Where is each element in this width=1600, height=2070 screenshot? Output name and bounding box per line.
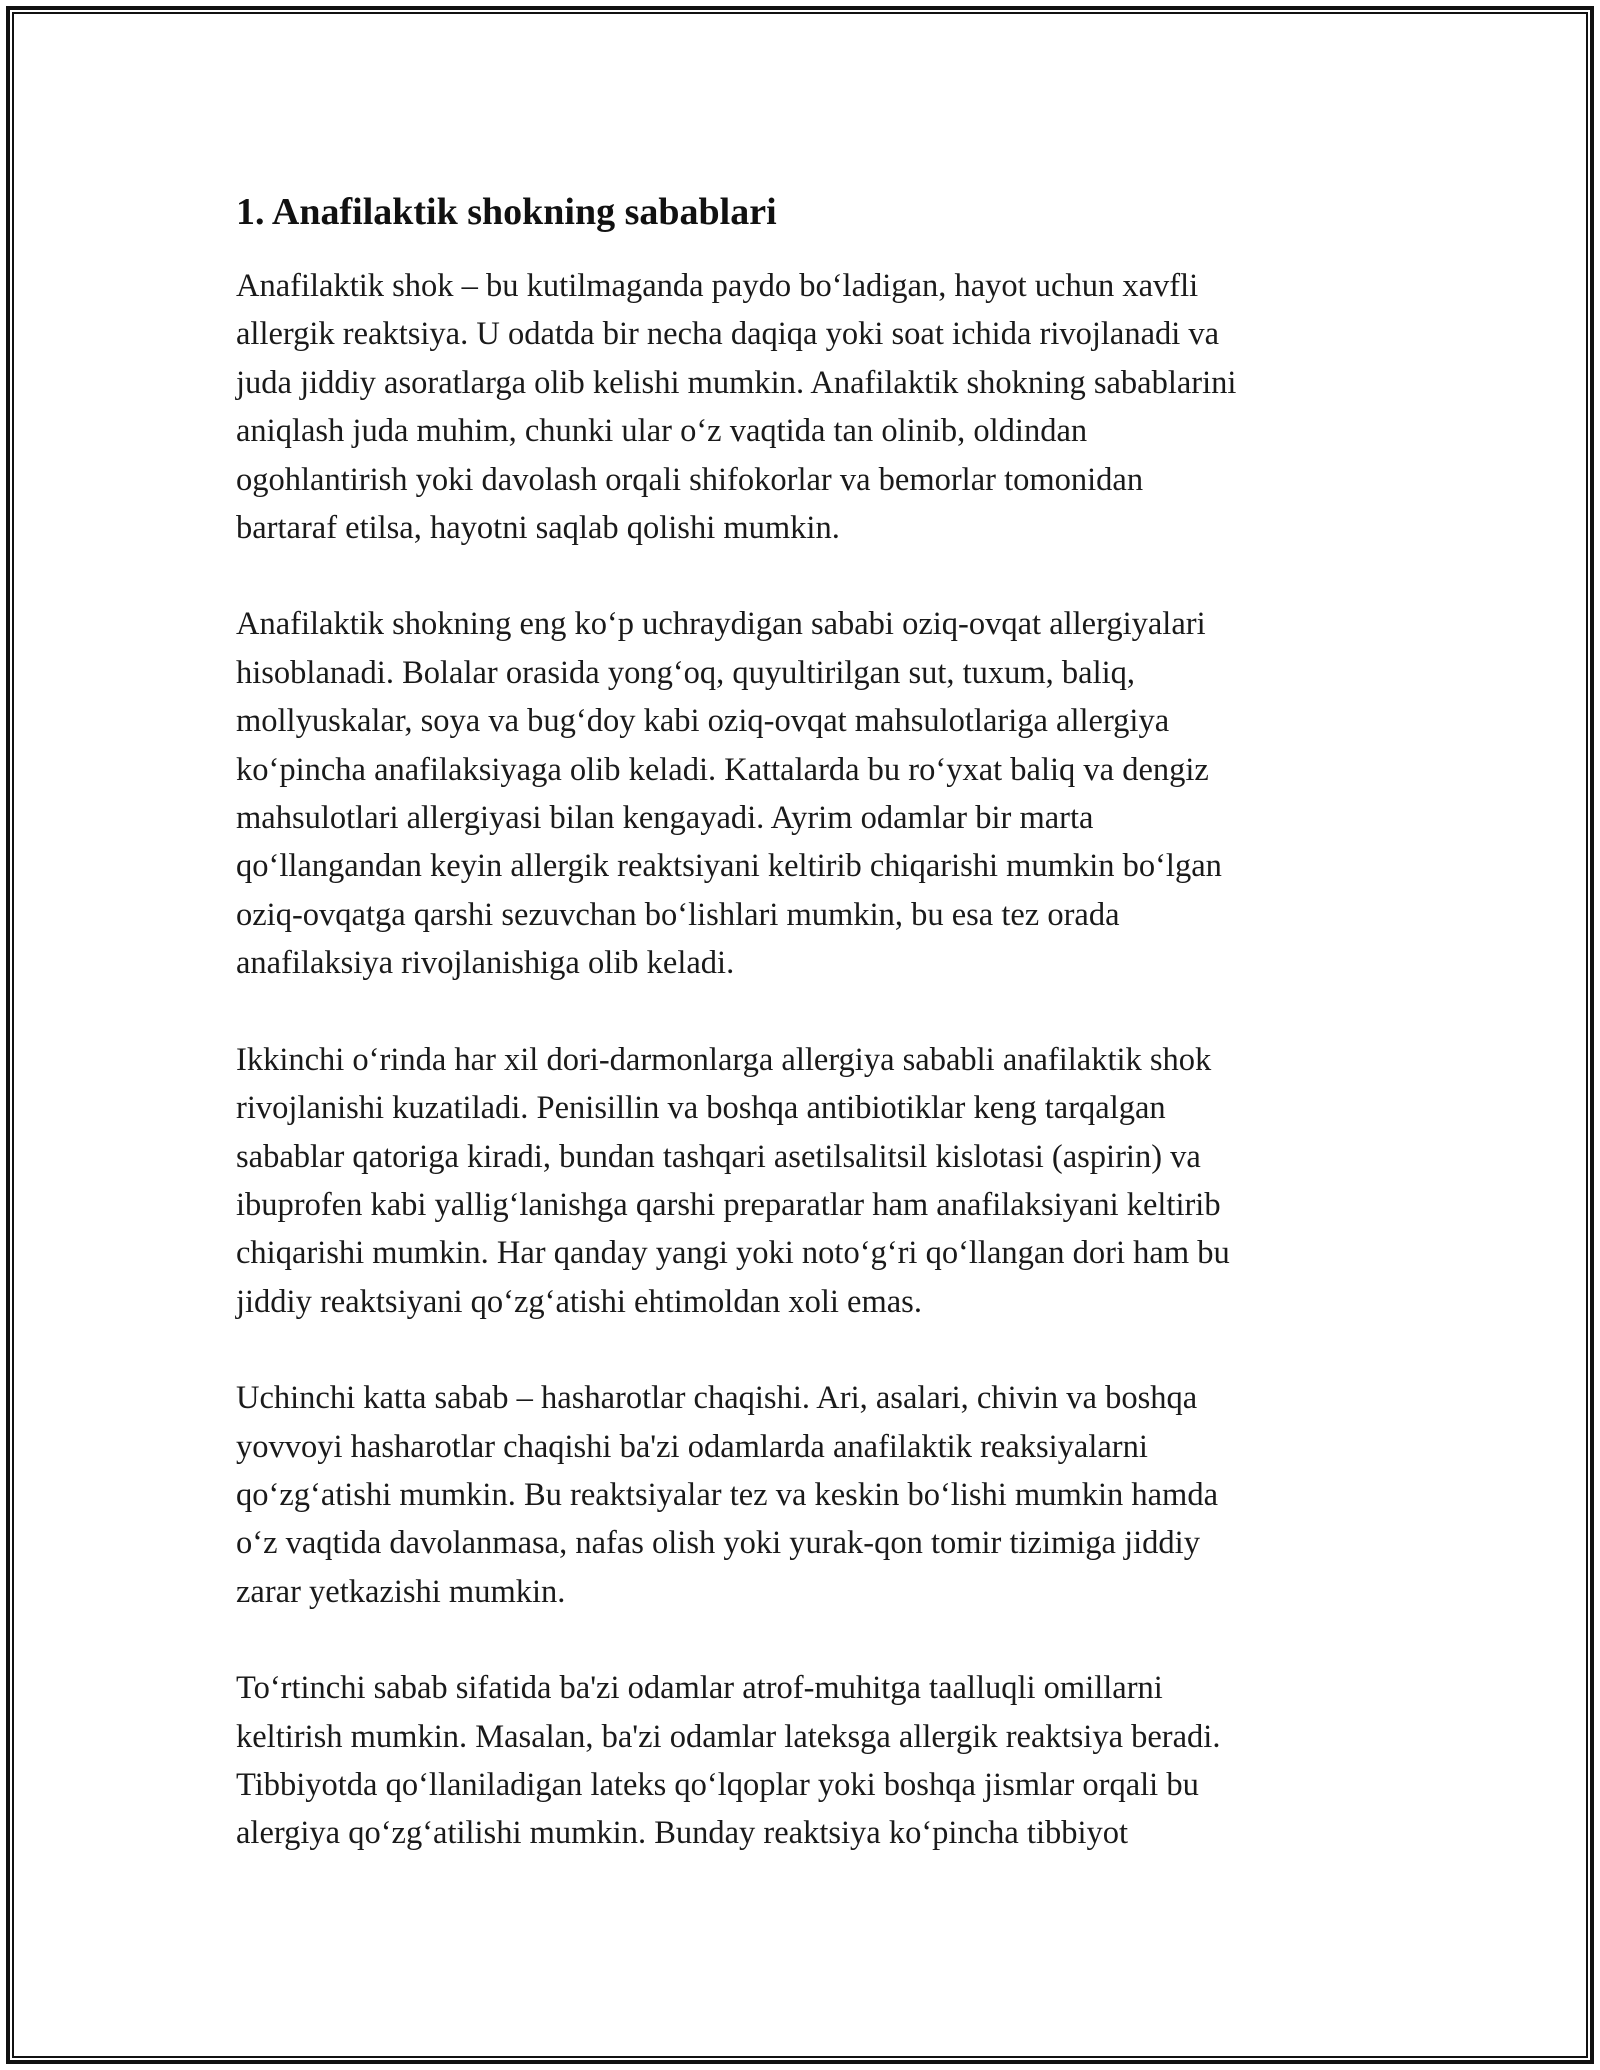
- text-line: bartaraf etilsa, hayotni saqlab qolishi mumkin.: [236, 510, 840, 547]
- paragraph-environmental: [236, 1664, 1376, 1858]
- text-line: allergik reaktsiya. U odatda bir necha daqiqa yoki soat ichida rivojlanadi va: [236, 316, 1220, 353]
- text-line: Anafilaktik shokning eng koʻp uchraydigan sababi oziq-ovqat allergiyalari: [236, 606, 1206, 643]
- text-line: Tibbiyotda qoʻllaniladigan lateks qoʻlqoplar yoki boshqa jismlar orqali bu: [236, 1766, 1199, 1803]
- text-line: chiqarishi mumkin. Har qanday yangi yoki notoʻgʻri qoʻllangan dori ham bu: [236, 1235, 1230, 1272]
- paragraph-drug-allergy: [236, 1036, 1376, 1326]
- text-line: rivojlanishi kuzatiladi. Penisillin va boshqa antibiotiklar keng tarqalgan: [236, 1090, 1166, 1127]
- text-line: Toʻrtinchi sabab sifatida ba'zi odamlar atrof-muhitga taalluqli omillarni: [236, 1670, 1163, 1707]
- text-line: oziq-ovqatga qarshi sezuvchan boʻlishlari mumkin, bu esa tez orada: [236, 896, 1120, 933]
- document-page: [236, 186, 1376, 1906]
- text-line: Ikkinchi oʻrinda har xil dori-darmonlarga allergiya sababli anafilaktik shok: [236, 1041, 1212, 1078]
- text-line: Anafilaktik shok – bu kutilmaganda paydo boʻladigan, hayot uchun xavfli: [236, 268, 1199, 304]
- text-line: juda jiddiy asoratlarga olib kelishi mumkin. Anafilaktik shokning sabablarini: [236, 364, 1237, 401]
- text-line: Uchinchi katta sabab – hasharotlar chaqishi. Ari, asalari, chivin va boshqa: [236, 1380, 1198, 1417]
- text-line: zarar yetkazishi mumkin.: [236, 1573, 566, 1610]
- text-line: sabablar qatoriga kiradi, bundan tashqari asetilsalitsil kislotasi (aspirin) va: [236, 1138, 1201, 1175]
- text-line: ibuprofen kabi yalligʻlanishga qarshi preparatlar ham anafilaksiyani keltirib: [236, 1186, 1221, 1223]
- section-heading: 1. Anafilaktik shokning sabablari: [236, 191, 777, 233]
- text-line: jiddiy reaktsiyani qoʻzgʻatishi ehtimoldan xoli emas.: [236, 1283, 922, 1320]
- paragraph-insect-stings: [236, 1374, 1376, 1616]
- text-line: ogohlantirish yoki davolash orqali shifokorlar va bemorlar tomonidan: [236, 461, 1144, 498]
- paragraph-intro: [236, 262, 1376, 552]
- text-line: qoʻzgʻatishi mumkin. Bu reaktsiyalar tez va keskin boʻlishi mumkin hamda: [236, 1476, 1219, 1513]
- text-line: mahsulotlari allergiyasi bilan kengayadi. Ayrim odamlar bir marta: [236, 800, 1094, 837]
- paragraph-food-allergy: [236, 600, 1376, 987]
- text-line: hisoblanadi. Bolalar orasida yongʻoq, quyultirilgan sut, tuxum, baliq,: [236, 654, 1136, 691]
- text-line: yovvoyi hasharotlar chaqishi ba'zi odamlarda anafilaktik reaksiyalarni: [236, 1428, 1148, 1465]
- text-line: anafilaksiya rivojlanishiga olib keladi.: [236, 945, 735, 982]
- text-line: qoʻllangandan keyin allergik reaktsiyani keltirib chiqarishi mumkin boʻlgan: [236, 848, 1222, 885]
- text-line: keltirish mumkin. Masalan, ba'zi odamlar lateksga allergik reaktsiya beradi.: [236, 1718, 1221, 1755]
- text-line: mollyuskalar, soya va bugʻdoy kabi oziq-ovqat mahsulotlariga allergiya: [236, 703, 1170, 740]
- text-line: koʻpincha anafilaksiyaga olib keladi. Kattalarda bu roʻyxat baliq va dengiz: [236, 751, 1209, 788]
- text-line: alergiya qoʻzgʻatilishi mumkin. Bunday reaktsiya koʻpincha tibbiyot: [236, 1815, 1129, 1852]
- text-line: aniqlash juda muhim, chunki ular oʻz vaqtida tan olinib, oldindan: [236, 413, 1088, 450]
- text-line: oʻz vaqtida davolanmasa, nafas olish yoki yurak-qon tomir tizimiga jiddiy: [236, 1525, 1200, 1562]
